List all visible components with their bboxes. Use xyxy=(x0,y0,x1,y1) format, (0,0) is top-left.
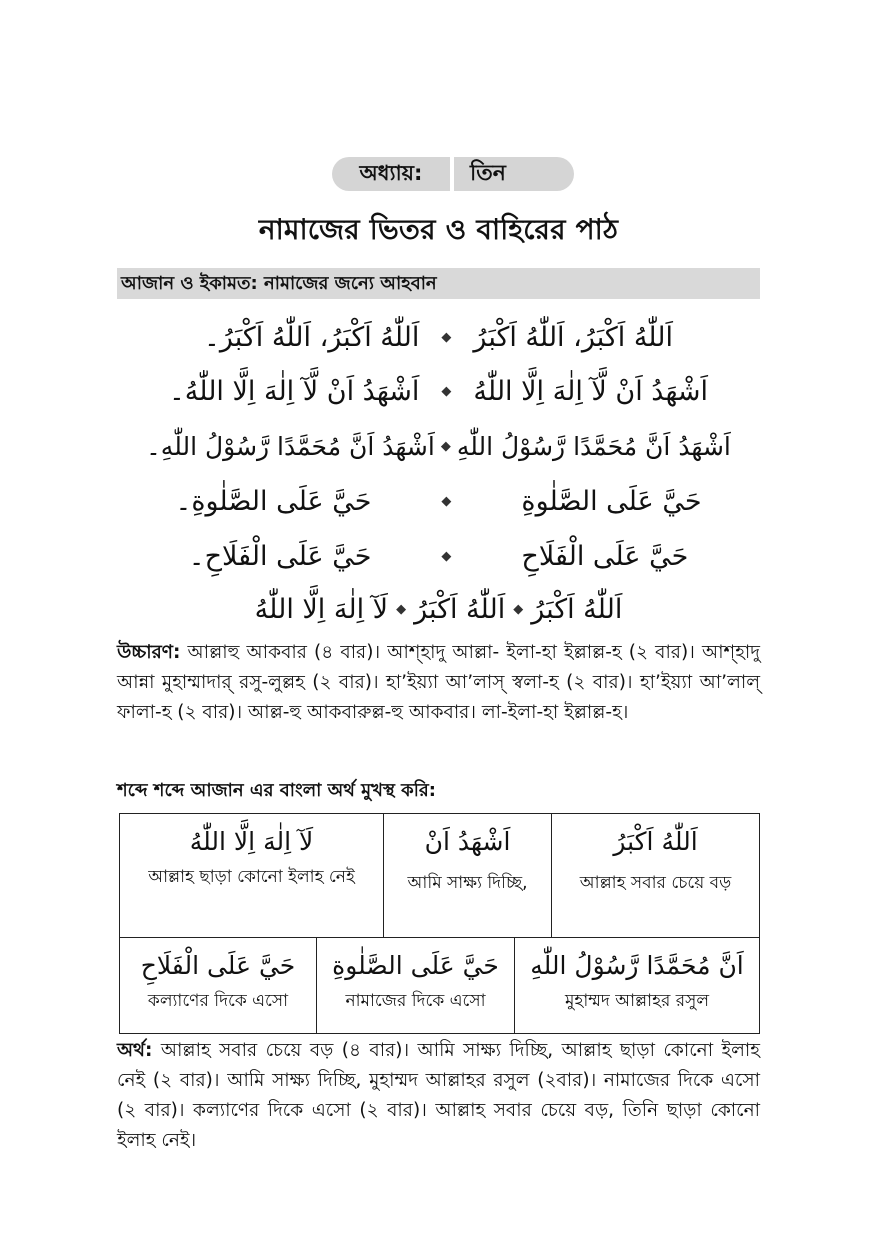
pronunciation-paragraph xyxy=(117,638,760,728)
memorize-heading: শব্দে শব্দে আজান এর বাংলা অর্থ মুখস্থ করি: xyxy=(117,780,437,801)
azan-line-3-right: اَشْهَدُ اَنَّ مُحَمَّدًا رَّسُوْلُ اللّٰهِ xyxy=(456,431,731,461)
diamond-separator-icon: ◆ xyxy=(441,493,452,509)
word-cell-meaning: আল্লাহ সবার চেয়ে বড় xyxy=(579,873,732,893)
word-cell-arabic: لَآ اِلٰهَ اِلَّا اللّٰهُ xyxy=(189,827,314,856)
word-cell-hayya-alas-salah xyxy=(317,938,515,1034)
pronunciation-label: উচ্চারণ: xyxy=(117,642,181,663)
chapter-label: অধ্যায়: xyxy=(332,157,450,191)
word-cell-arabic: اَشْهَدُ اَنْ xyxy=(424,827,511,856)
azan-line-6-part-3: لَآ اِلٰهَ اِلَّا اللّٰهُ xyxy=(254,593,389,625)
word-cell-meaning: আমি সাক্ষ্য দিচ্ছি, xyxy=(407,873,528,893)
azan-line-4 xyxy=(117,476,760,526)
azan-line-2 xyxy=(117,366,760,416)
azan-line-3 xyxy=(117,421,760,471)
word-cell-meaning: কল্যাণের দিকে এসো xyxy=(147,991,289,1011)
azan-line-1-left: اَللّٰهُ اَكْبَرُ، اَللّٰهُ اَكْبَرُ۔ xyxy=(204,321,420,353)
chapter-pill xyxy=(332,157,574,191)
meaning-paragraph xyxy=(117,1036,760,1156)
azan-line-3-left: اَشْهَدُ اَنَّ مُحَمَّدًا رَّسُوْلُ اللّٰهِ۔ xyxy=(146,431,435,461)
diamond-separator-icon: ◆ xyxy=(396,601,407,617)
word-cell-meaning: মুহাম্মদ আল্লাহর রসুল xyxy=(564,991,710,1011)
diamond-separator-icon: ◆ xyxy=(441,329,452,345)
azan-line-5-right: حَيَّ عَلَى الْفَلَاحِ xyxy=(521,540,689,572)
azan-line-4-left: حَيَّ عَلَى الصَّلٰوةِ۔ xyxy=(175,485,372,517)
azan-line-6-part-2: اَللّٰهُ اَكْبَرُ xyxy=(414,593,506,625)
diamond-separator-icon: ◆ xyxy=(513,601,524,617)
word-table-row-2 xyxy=(119,937,760,1034)
word-cell-hayya-alal-falah xyxy=(120,938,317,1034)
page-title: নামাজের ভিতর ও বাহিরের পাঠ xyxy=(258,213,619,246)
word-cell-meaning: আল্লাহ ছাড়া কোনো ইলাহ নেই xyxy=(148,867,355,887)
word-cell-arabic: حَيَّ عَلَى الْفَلَاحِ xyxy=(140,951,296,980)
word-cell-allahu-akbar xyxy=(552,814,760,938)
azan-line-6 xyxy=(117,584,760,634)
diamond-separator-icon: ◆ xyxy=(440,438,451,454)
azan-line-5 xyxy=(117,531,760,581)
azan-line-4-right: حَيَّ عَلَى الصَّلٰوةِ xyxy=(521,485,702,517)
azan-line-2-right: اَشْهَدُ اَنْ لَّآ اِلٰهَ اِلَّا اللّٰهُ xyxy=(473,375,709,407)
azan-line-1-right: اَللّٰهُ اَكْبَرُ، اَللّٰهُ اَكْبَرُ xyxy=(473,321,673,353)
word-cell-ashhadu xyxy=(384,814,552,938)
azan-line-6-part-1: اَللّٰهُ اَكْبَرُ xyxy=(531,593,623,625)
meaning-text: আল্লাহ সবার চেয়ে বড় (৪ বার)। আমি সাক্ষ্য দিচ্ছি, আল্লাহ ছাড়া কোনো ইলাহ নেই (২ বার)। আমি সাক্ষ্য দিচ্ছি, মুহাম্মদ আল্লাহর রসুল (২বার)। নামাজের দিকে এসো (২ বার)। কল্যাণের দিকে এসো (২ বার)। আল্লাহ সবার চেয়ে বড়, তিনি ছাড়া কোনো ইলাহ নেই। xyxy=(117,1040,760,1151)
section-heading: আজান ও ইকামত: নামাজের জন্যে আহবান xyxy=(117,268,760,299)
word-cell-la-ilaha xyxy=(120,814,384,938)
word-cell-meaning: নামাজের দিকে এসো xyxy=(345,991,486,1011)
word-cell-arabic: اَللّٰهُ اَكْبَرُ xyxy=(613,827,698,856)
word-cell-arabic: اَنَّ مُحَمَّدًا رَّسُوْلُ اللّٰهِ xyxy=(530,951,744,980)
azan-line-1 xyxy=(117,312,760,362)
meaning-label: অর্থ: xyxy=(117,1040,153,1061)
word-cell-muhammadur-rasulullah xyxy=(515,938,760,1034)
pronunciation-text: আল্লাহু আকবার (৪ বার)। আশ্‌হাদু আল্লা- ইলা-হা ইল্লাল্ল-হ (২ বার)। আশ্‌হাদু আন্না মুহাম্মাদার্‌ রসু-লুল্লহ (২ বার)। হা’ইয়্যা আ’লাস্‌ স্বলা-হ (২ বার)। হা’ইয়্যা আ’লাল্‌ ফালা-হ (২ বার)। আল্ল-হু আকবারুল্ল-হু আকবার। লা-ইলা-হা ইল্লাল্ল-হ। xyxy=(117,642,760,723)
azan-line-5-left: حَيَّ عَلَى الْفَلَاحِ۔ xyxy=(188,540,372,572)
azan-line-2-left: اَشْهَدُ اَنْ لَّآ اِلٰهَ اِلَّا اللّٰهُ۔ xyxy=(168,375,420,407)
word-table-row-1 xyxy=(119,813,760,938)
diamond-separator-icon: ◆ xyxy=(441,383,452,399)
chapter-number: তিন xyxy=(454,157,574,191)
diamond-separator-icon: ◆ xyxy=(441,548,452,564)
word-cell-arabic: حَيَّ عَلَى الصَّلٰوةِ xyxy=(332,951,499,980)
